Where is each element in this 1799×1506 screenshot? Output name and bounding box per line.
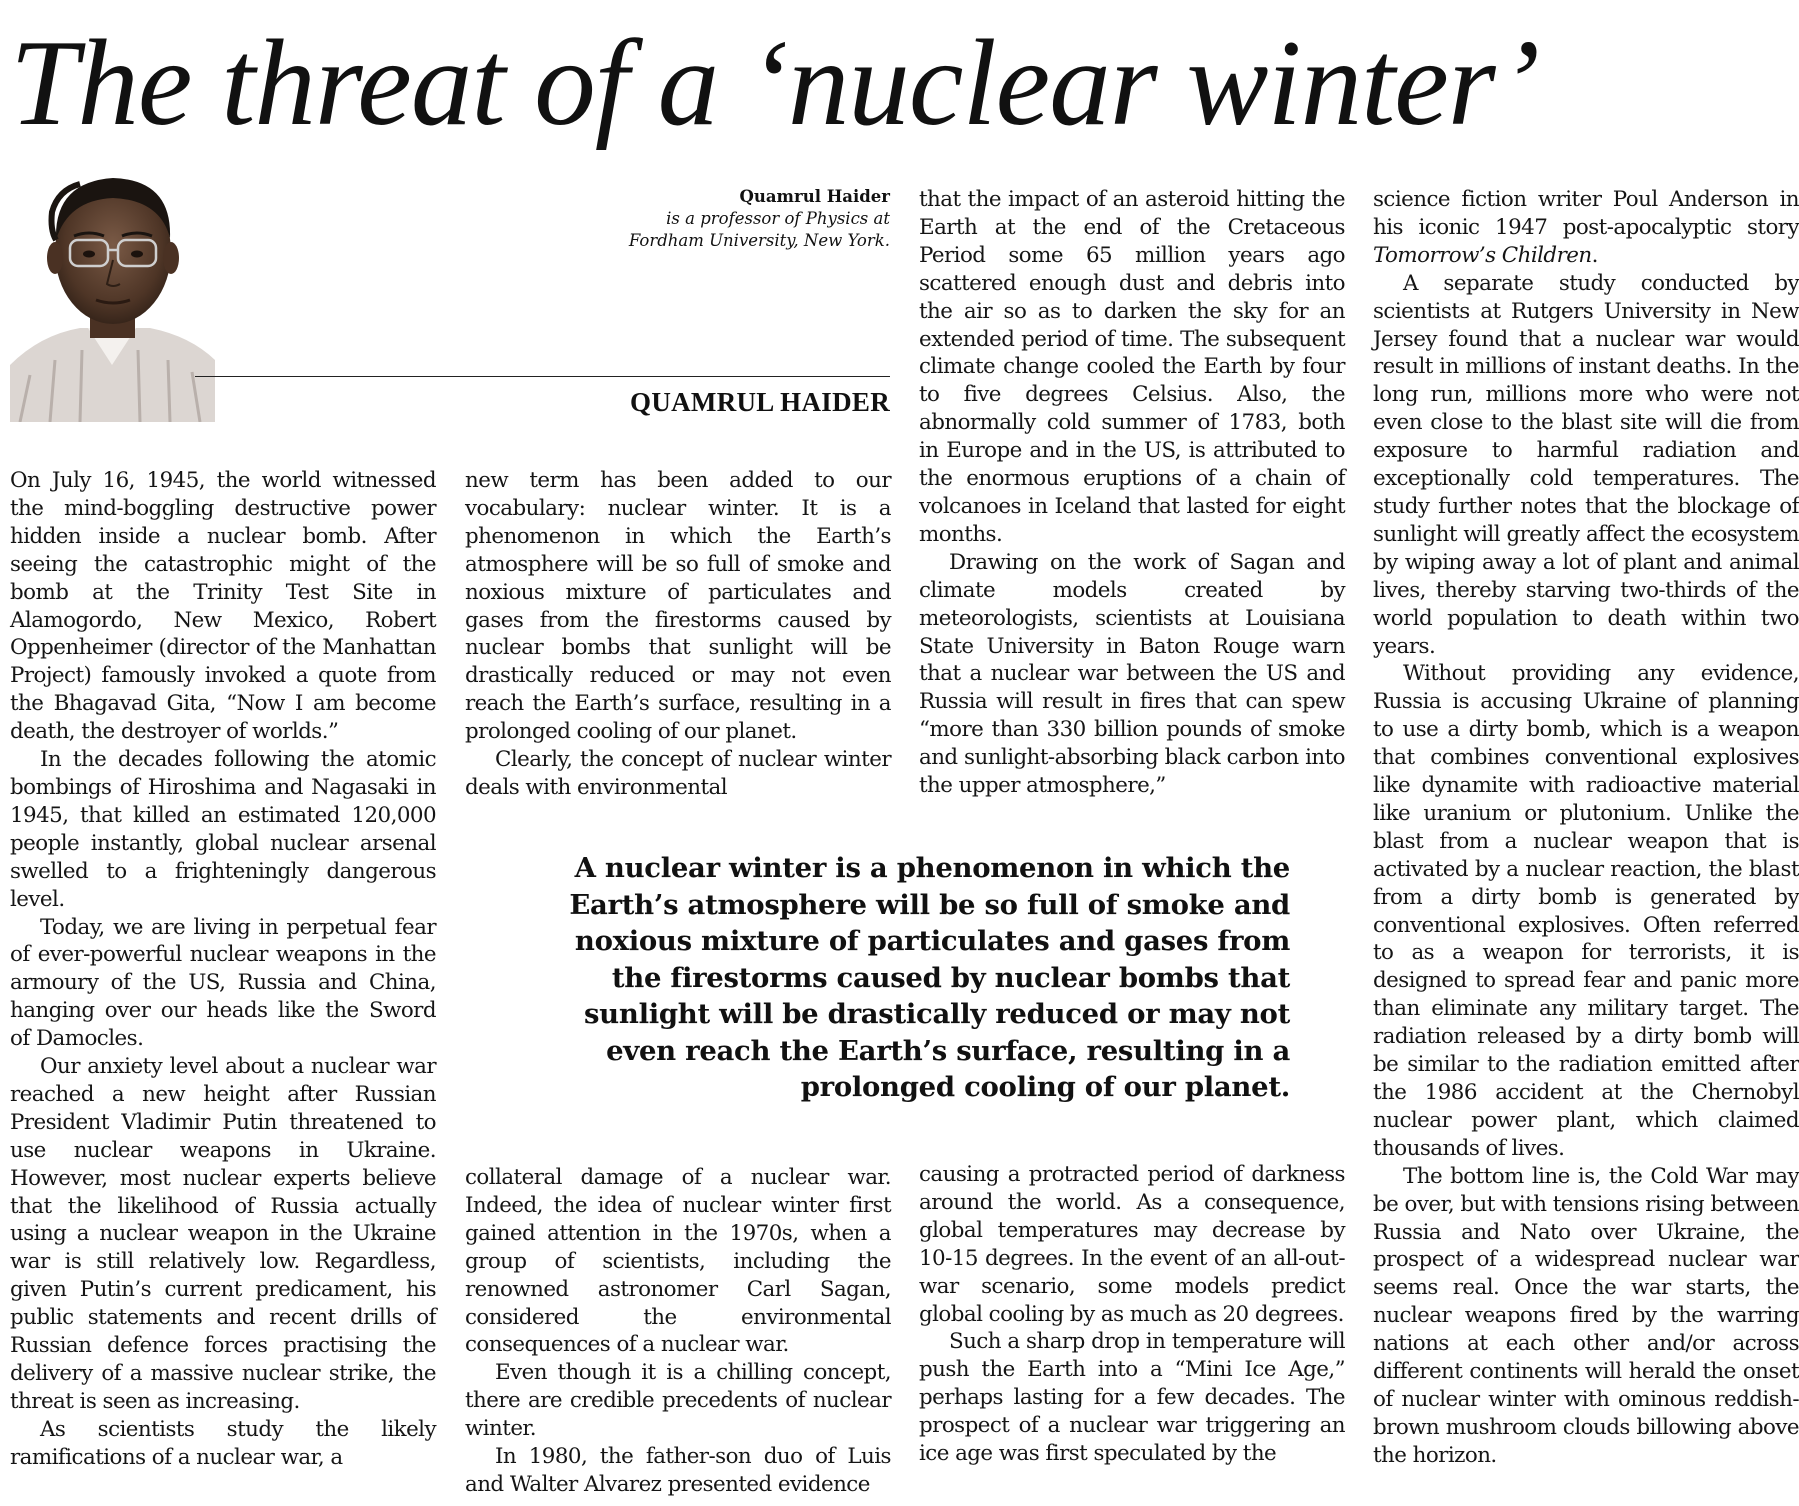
author-name: Quamrul Haider [739,187,890,206]
story-title: Tomorrow’s Children [1373,242,1592,268]
headline: The threat of a ‘nuclear winter’ [10,14,1540,151]
pull-quote-line: noxious mixture of particulates and gases from [574,925,1290,957]
paragraph: collateral damage of a nuclear war. Indeed, the idea of nuclear winter first gained attention in the 1970s, when a group of scientists, including the renowned astronomer Carl Sagan, considered the environmental consequences of a nuclear war. [465,1165,891,1358]
paragraph: In the decades following the atomic bombings of Hiroshima and Nagasaki in 1945, that killed an estimated 120,000 people instantly, global nuclear arsenal swelled to a frighteningly dangerous level. [10,747,436,912]
column-2-top [465,467,891,802]
pull-quote-line: even reach the Earth’s surface, resulting in a [606,1034,1290,1067]
author-info [560,186,890,252]
paragraph: new term has been added to our vocabulary: nuclear winter. It is a phenomenon in which the Earth’s atmosphere will be so full of smoke and noxious mixture of particulates and gases from the firestorms caused by nuclear bombs that sunlight will be drastically reduced or may not even reach the Earth’s surface, resulting in a prolonged cooling of our planet. [465,468,891,745]
paragraph: Drawing on the work of Sagan and climate models created by meteorologists, scientists at Louisiana State University in Baton Rouge warn that a nuclear war between the US and Russia will result in fires that can spew “more than 330 billion pounds of smoke and sunlight-absorbing black carbon into the upper atmosphere,” [919,549,1345,799]
paragraph: As scientists study the likely ramifications of a nuclear war, a [10,1416,436,1470]
column-3-bottom [919,1161,1345,1468]
column-2-bottom [465,1164,891,1499]
paragraph: On July 16, 1945, the world witnessed the mind-boggling destructive power hidden inside a nuclear bomb. After seeing the catastrophic might of the bomb at the Trinity Test Site in Alamogordo, New Mexico, Robert Oppenheimer (director of the Manhattan Project) famously invoked a quote from the Bhagavad Gita, “Now I am become death, the destroyer of worlds.” [10,468,436,745]
paragraph-text: science fiction writer Poul Anderson in his iconic 1947 post-apocalyptic story [1373,187,1799,240]
byline-rule [195,376,890,377]
paragraph [1373,186,1799,270]
paragraph: Without providing any evidence, Russia is accusing Ukraine of planning to use a dirty bomb, which is a weapon that combines conventional explosives like dynamite with radioactive material like uranium or plutonium. Unlike the blast from a nuclear weapon that is activated by a nuclear reaction, the blast from a dirty bomb is generated by conventional explosives. Often referred to as a weapon for terrorists, it is designed to spread fear and panic more than eliminate any military target. The radiation released by a dirty bomb will be similar to the radiation emitted after the 1986 accident at the Chernobyl nuclear power plant, which claimed thousands of lives. [1373,661,1799,1161]
column-4 [1373,186,1799,1470]
pull-quote [540,850,1290,1106]
pull-quote-line: Earth’s atmosphere will be so full of smoke and [569,888,1290,921]
byline: QUAMRUL HAIDER [630,387,890,417]
pull-quote-line: prolonged cooling of our planet. [800,1071,1290,1103]
author-bio-line-2: Fordham University, New York. [628,231,890,250]
paragraph: In 1980, the father-son duo of Luis and Walter Alvarez presented evidence [465,1444,891,1497]
column-1 [10,467,436,1472]
pull-quote-line: the firestorms caused by nuclear bombs that [611,961,1290,994]
paragraph-end: . [1591,242,1598,268]
paragraph: causing a protracted period of darkness around the world. As a consequence, global temperatures may decrease by 10-15 degrees. In the event of an all-out-war scenario, some models predict global cooling by as much as 20 degrees. [919,1162,1345,1327]
author-bio-line-1: is a professor of Physics at [666,209,890,228]
paragraph: Even though it is a chilling concept, there are credible precedents of nuclear winter. [465,1360,891,1442]
paragraph: Today, we are living in perpetual fear of ever-powerful nuclear weapons in the armoury of the US, Russia and China, hanging over our heads like the Sword of Damocles. [10,914,436,1052]
paragraph: that the impact of an asteroid hitting the Earth at the end of the Cretaceous Period some 65 million years ago scattered enough dust and debris into the air so as to darken the sky for an extended period of time. The subsequent climate change cooled the Earth by four to five degrees Celsius. Also, the abnormally cold summer of 1783, both in Europe and in the US, is attributed to the enormous eruptions of a chain of volcanoes in Iceland that lasted for eight months. [919,187,1345,547]
column-3-top [919,186,1345,800]
author-portrait-icon [10,160,215,422]
author-photo [10,160,215,422]
paragraph: A separate study conducted by scientists at Rutgers University in New Jersey found that a nuclear war would result in millions of instant deaths. In the long run, millions more who were not even close to the blast site will die from exposure to harmful radiation and exceptionally cold temperatures. The study further notes that the blockage of sunlight will greatly affect the ecosystem by wiping away a lot of plant and animal lives, thereby starving two-thirds of the world population to death within two years. [1373,270,1799,659]
paragraph: Clearly, the concept of nuclear winter deals with environmental [465,747,891,800]
paragraph: Our anxiety level about a nuclear war reached a new height after Russian President Vladimir Putin threatened to use nuclear weapons in Ukraine. However, most nuclear experts believe that the likelihood of Russia actually using a nuclear weapon in the Ukraine war is still relatively low. Regardless, given Putin’s current predicament, his public statements and recent drills of Russian defence forces practising the delivery of a massive nuclear strike, the threat is seen as increasing. [10,1054,436,1414]
paragraph: Such a sharp drop in temperature will push the Earth into a “Mini Ice Age,” perhaps lasting for a few decades. The prospect of a nuclear war triggering an ice age was first speculated by the [919,1329,1345,1467]
pull-quote-line: A nuclear winter is a phenomenon in which the [574,852,1290,884]
pull-quote-line: sunlight will be drastically reduced or may not [584,998,1290,1030]
paragraph: The bottom line is, the Cold War may be over, but with tensions rising between Russia and Nato over Ukraine, the prospect of a widespread nuclear war seems real. Once the war starts, the nuclear weapons fired by the warring nations at each other and/or across different continents will herald the onset of nuclear winter with ominous reddish-brown mushroom clouds billowing above the horizon. [1373,1163,1799,1468]
